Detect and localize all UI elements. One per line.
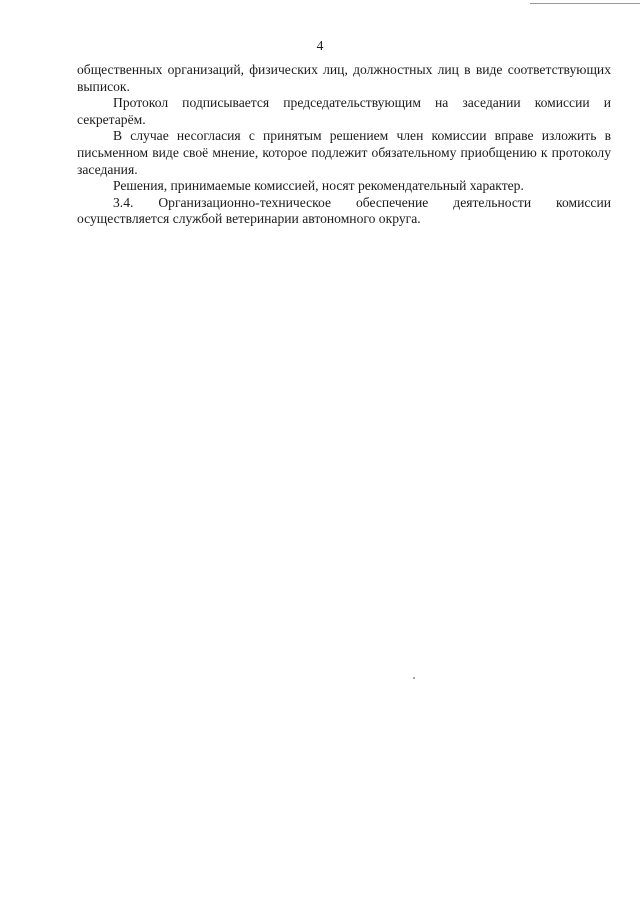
scan-edge-mark xyxy=(530,0,640,4)
paragraph-decisions-nature: Решения, принимаемые комиссией, носят рекомендательный характер. xyxy=(113,178,524,194)
paragraph-protocol-signing: Протокол подписывается председательствующим на заседании комиссии и секретарём. xyxy=(77,95,611,127)
document-body xyxy=(77,62,611,228)
paragraph-continuation: общественных организаций, физических лиц, должностных лиц в виде соответствующих выписок. xyxy=(77,62,611,94)
scan-speck xyxy=(413,677,415,679)
page-number: 4 xyxy=(316,38,324,53)
paragraph-section-3-4: 3.4. Организационно-техническое обеспечение деятельности комиссии осуществляется службой ветеринарии автономного округа. xyxy=(77,194,611,227)
paragraph-dissent-opinion: В случае несогласия с принятым решением член комиссии вправе изложить в письменном виде своё мнение, которое подлежит обязательному приобщению к протоколу заседания. xyxy=(77,128,611,177)
